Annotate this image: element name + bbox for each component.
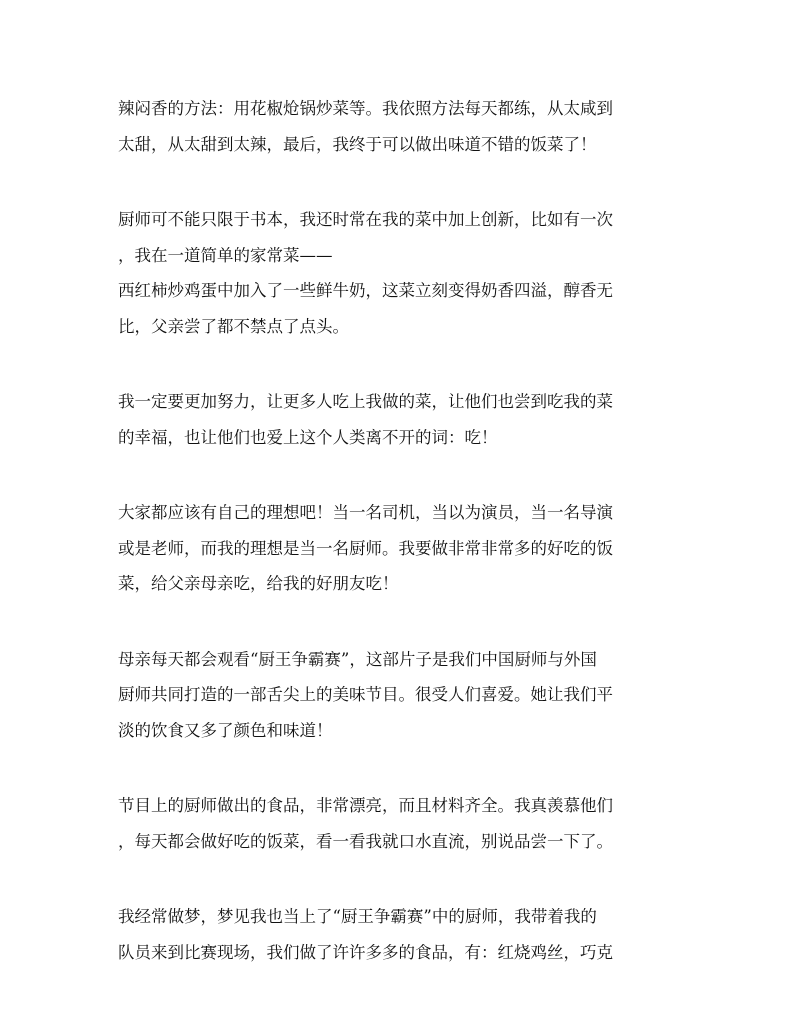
text-line: 比，父亲尝了都不禁点了点头。 [118, 316, 349, 336]
paragraph [118, 495, 678, 602]
text-line: 的幸福，也让他们也爱上这个人类离不开的词：吃！ [118, 427, 498, 447]
text-line: 我一定要更加努力，让更多人吃上我做的菜，让他们也尝到吃我的菜 [118, 392, 613, 411]
text-line: 辣闷香的方法：用花椒炝锅炒菜等。我依照方法每天都练，从太咸到 [118, 99, 613, 118]
text-line: 厨师可不能只限于书本，我还时常在我的菜中加上创新，比如有一次 [118, 210, 613, 229]
text-line: 我经常做梦，梦见我也当上了“厨王争霸赛”中的厨师，我带着我的 [118, 907, 597, 926]
text-line: 西红柿炒鸡蛋中加入了一些鲜牛奶，这菜立刻变得奶香四溢，醇香无 [118, 281, 613, 300]
paragraph [118, 91, 678, 162]
paragraph [118, 384, 678, 455]
text-line: 淡的饮食又多了颜色和味道！ [118, 720, 333, 740]
text-line: 太甜，从太甜到太辣，最后，我终于可以做出味道不错的饭菜了！ [118, 134, 597, 154]
text-line: 队员来到比赛现场，我们做了许许多多的食品，有：红烧鸡丝，巧克 [118, 942, 613, 962]
text-line: ，我在一道简单的家常菜—— [118, 245, 333, 265]
text-line: 菜，给父亲母亲吃，给我的好朋友吃！ [118, 574, 399, 593]
paragraph [118, 642, 678, 749]
text-line: 母亲每天都会观看“厨王争霸赛”，这部片子是我们中国厨师与外国 [118, 649, 597, 669]
paragraph [118, 788, 678, 859]
body-text [118, 91, 678, 1010]
text-line: 节目上的厨师做出的食品，非常漂亮，而且材料齐全。我真羡慕他们 [118, 796, 613, 815]
text-line: 大家都应该有自己的理想吧！当一名司机，当以为演员，当一名导演 [118, 503, 613, 522]
text-line: 或是老师，而我的理想是当一名厨师。我要做非常非常多的好吃的饭 [118, 538, 613, 558]
text-line: 厨师共同打造的一部舌尖上的美味节目。很受人们喜爱。她让我们平 [118, 685, 613, 704]
paragraph [118, 899, 678, 970]
text-line: ，每天都会做好吃的饭菜，看一看我就口水直流，别说品尝一下了。 [118, 831, 613, 851]
paragraph [118, 202, 678, 344]
